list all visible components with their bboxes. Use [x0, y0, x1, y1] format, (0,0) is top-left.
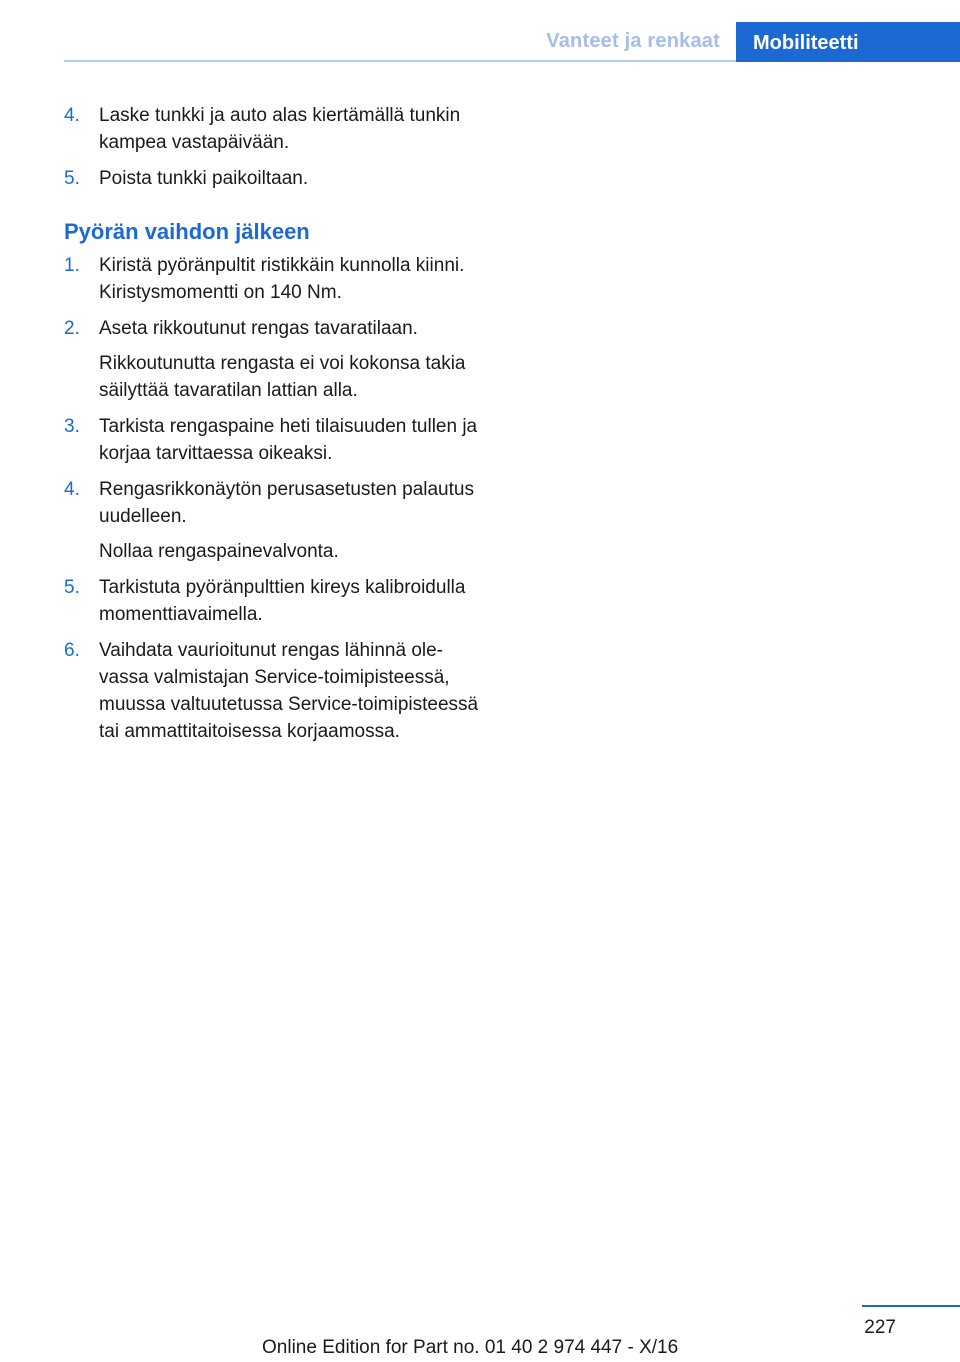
- step-note: Nollaa rengaspainevalvonta.: [99, 541, 339, 562]
- edition-note: Online Edition for Part no. 01 40 2 974 447 - X/16: [262, 1337, 679, 1358]
- page-number: 227: [864, 1317, 896, 1338]
- step-number: 2.: [64, 318, 80, 339]
- step-number: 6.: [64, 640, 80, 661]
- step-text: Laske tunkki ja auto alas kiertämällä tunkin kampea vastapäivään.: [99, 105, 461, 153]
- step-text: Rengasrikkonäytön perusasetusten palautus uudelleen.: [99, 479, 474, 527]
- step-note: Rikkoutunutta rengasta ei voi kokonsa takia säilyttää tavaratilan lattian alla.: [99, 353, 466, 401]
- step-text: Poista tunkki paikoiltaan.: [99, 168, 309, 189]
- step-number: 5.: [64, 168, 80, 189]
- header-chapter-tab[interactable]: Mobiliteetti: [736, 22, 960, 62]
- list-item: [64, 252, 484, 306]
- list-item: [64, 315, 484, 404]
- step-text: Kiristä pyöränpultit ristikkäin kunnolla kiinni. Kiristysmomentti on 140 Nm.: [99, 255, 465, 303]
- step-text: Tarkistuta pyöränpulttien kireys kalibroidulla momenttiavaimella.: [99, 577, 466, 625]
- step-number: 1.: [64, 255, 80, 276]
- page-content: [64, 102, 484, 754]
- header-section-title[interactable]: Vanteet ja renkaat: [546, 30, 720, 52]
- step-text: Tarkista rengaspaine heti tilaisuuden tullen ja korjaa tarvittaessa oikeaksi.: [99, 416, 478, 464]
- step-number: 4.: [64, 479, 80, 500]
- step-text: Aseta rikkoutunut rengas tavaratilaan.: [99, 318, 418, 339]
- step-number: 4.: [64, 105, 80, 126]
- list-item: [64, 165, 484, 192]
- list-item: [64, 413, 484, 467]
- steps-list-after-wheel-change: [64, 252, 484, 745]
- list-item: [64, 637, 484, 745]
- steps-list-continued: [64, 102, 484, 192]
- step-text: Vaihdata vaurioitunut rengas lähinnä olevassa valmistajan Service-toimipisteessä, muussa valtuutetussa Service-toimipisteessä tai ammattitaitoisessa korjaamossa.: [99, 640, 479, 742]
- step-number: 5.: [64, 577, 80, 598]
- section-heading: Pyörän vaihdon jälkeen: [64, 219, 310, 244]
- step-number: 3.: [64, 416, 80, 437]
- list-item: [64, 476, 484, 565]
- footer-rule: [862, 1305, 960, 1307]
- list-item: [64, 102, 484, 156]
- list-item: [64, 574, 484, 628]
